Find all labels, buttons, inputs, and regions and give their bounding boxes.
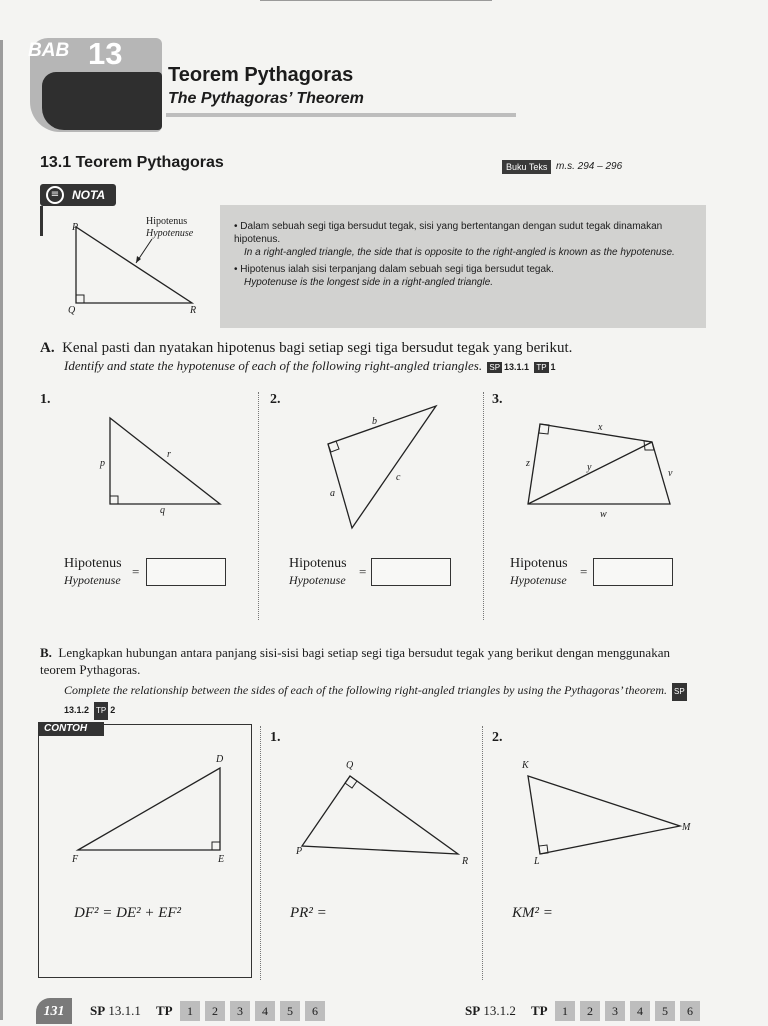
- side-label: w: [600, 509, 607, 520]
- triangle-example: [70, 760, 230, 856]
- answer-box[interactable]: [371, 558, 451, 586]
- answer-label-en: Hypotenuse: [64, 573, 121, 587]
- column-divider: [483, 392, 484, 620]
- vertex-label: Q: [68, 305, 76, 316]
- answer-label-en: Hypotenuse: [289, 573, 346, 587]
- triangle-b2: [520, 768, 690, 860]
- nota-bullet: • Dalam sebuah segi tiga bersudut tegak, sisi yang bertentangan dengan sudut tegak dinamakan hipotenus. In a right-angled triangle, the side that is opposite to the right-angled is known as the hypotenuse.: [234, 221, 675, 258]
- answer-box[interactable]: [593, 558, 673, 586]
- equals-sign: =: [132, 564, 140, 579]
- answer-formula[interactable]: KM² =: [512, 905, 553, 921]
- vertex-label: D: [216, 754, 224, 765]
- tp-level-box[interactable]: 4: [630, 1001, 650, 1021]
- side-label: a: [330, 488, 335, 499]
- nota-triangle-diagram: [60, 205, 220, 320]
- question-number: 2.: [492, 730, 503, 745]
- example-formula: DF² = DE² + EF²: [74, 905, 182, 921]
- title-rule: [166, 113, 516, 117]
- tp-level-box[interactable]: 5: [280, 1001, 300, 1021]
- answer-box[interactable]: [146, 558, 226, 586]
- side-label: v: [668, 468, 673, 479]
- nota-rule: [40, 206, 43, 236]
- part-a-instruction-en: Identify and state the hypotenuse of each of the following right-angled triangles. SP 13.1.1 TP 1: [64, 358, 556, 373]
- chapter-number: 13: [88, 36, 123, 71]
- tp-level-box[interactable]: 1: [180, 1001, 200, 1021]
- vertex-label: R: [190, 305, 197, 316]
- page-number: 131: [36, 998, 72, 1024]
- vertex-label: E: [218, 854, 225, 865]
- answer-label: Hipotenus: [64, 556, 122, 571]
- triangle-a3: [520, 416, 690, 512]
- textbook-badge: Buku Teks: [502, 160, 551, 174]
- vertex-label: Q: [346, 760, 354, 771]
- chapter-label: BAB: [28, 40, 70, 61]
- side-label: b: [372, 416, 377, 427]
- footer-sp-left: SP 13.1.1: [90, 1003, 141, 1018]
- vertex-label: P: [296, 846, 303, 857]
- question-number: 1.: [270, 730, 281, 745]
- vertex-label: K: [522, 760, 529, 771]
- nota-hypotenuse-label: Hipotenus: [146, 216, 188, 227]
- tp-level-box[interactable]: 6: [680, 1001, 700, 1021]
- equals-sign: =: [359, 564, 367, 579]
- side-label: y: [587, 462, 592, 473]
- vertex-label: P: [72, 222, 79, 233]
- tp-level-box[interactable]: 2: [205, 1001, 225, 1021]
- chat-bubble-icon: ≡: [46, 186, 64, 204]
- tp-level-box[interactable]: 1: [555, 1001, 575, 1021]
- tp-level-box[interactable]: 2: [580, 1001, 600, 1021]
- question-number: 2.: [270, 392, 281, 407]
- vertex-label: R: [462, 856, 469, 867]
- part-b-instruction-en: Complete the relationship between the sides of each of the following right-angled triangles by using the Pythagoras’ theorem. SP13.1.2 TP 2: [64, 682, 706, 720]
- chapter-title-en: The Pythagoras’ Theorem: [168, 90, 364, 107]
- triangle-a2: [320, 400, 444, 532]
- textbook-pages: m.s. 294 – 296: [556, 161, 623, 172]
- vertex-label: L: [534, 856, 540, 867]
- tp-level-box[interactable]: 4: [255, 1001, 275, 1021]
- column-divider: [260, 726, 261, 980]
- side-label: q: [160, 505, 165, 516]
- tp-level-box[interactable]: 6: [305, 1001, 325, 1021]
- part-b-instruction: B. Lengkapkan hubungan antara panjang sisi-sisi bagi setiap segi tiga bersudut tegak yang berikut dengan menggunakan teorem Pythagoras.: [40, 645, 670, 677]
- tp-level-box[interactable]: 5: [655, 1001, 675, 1021]
- triangle-b1: [296, 768, 466, 860]
- nota-bullet: • Hipotenus ialah sisi terpanjang dalam sebuah segi tiga bersudut tegak. Hypotenuse is the longest side in a right-angled triangle.: [234, 264, 554, 288]
- tp-level-box[interactable]: 3: [605, 1001, 625, 1021]
- answer-label-en: Hypotenuse: [510, 573, 567, 587]
- vertex-label: F: [72, 854, 79, 865]
- nota-label: NOTA: [72, 188, 106, 202]
- side-label: c: [396, 472, 401, 483]
- side-label: z: [526, 458, 530, 469]
- top-rule: [260, 0, 492, 1]
- vertex-label: M: [682, 822, 691, 833]
- page-left-edge: [0, 40, 3, 1020]
- answer-label: Hipotenus: [289, 556, 347, 571]
- chapter-title: Teorem Pythagoras: [168, 64, 354, 86]
- column-divider: [482, 726, 483, 980]
- example-label: CONTOH: [44, 723, 88, 734]
- answer-label: Hipotenus: [510, 556, 568, 571]
- side-label: x: [598, 422, 603, 433]
- question-number: 1.: [40, 392, 51, 407]
- section-title: 13.1 Teorem Pythagoras: [40, 154, 224, 171]
- triangle-a1: [100, 410, 230, 510]
- part-a-instruction: A. Kenal pasti dan nyatakan hipotenus bagi setiap segi tiga bersudut tegak yang berikut.: [40, 340, 573, 356]
- side-label: p: [100, 458, 105, 469]
- equals-sign: =: [580, 564, 588, 579]
- column-divider: [258, 392, 259, 620]
- answer-formula[interactable]: PR² =: [290, 905, 327, 921]
- tp-level-box[interactable]: 3: [230, 1001, 250, 1021]
- question-number: 3.: [492, 392, 503, 407]
- footer-tp-label: TP: [531, 1003, 548, 1018]
- side-label: r: [167, 449, 171, 460]
- footer-tp-label: TP: [156, 1003, 173, 1018]
- nota-hypotenuse-label-en: Hypotenuse: [146, 228, 194, 239]
- footer-sp-right: SP 13.1.2: [465, 1003, 516, 1018]
